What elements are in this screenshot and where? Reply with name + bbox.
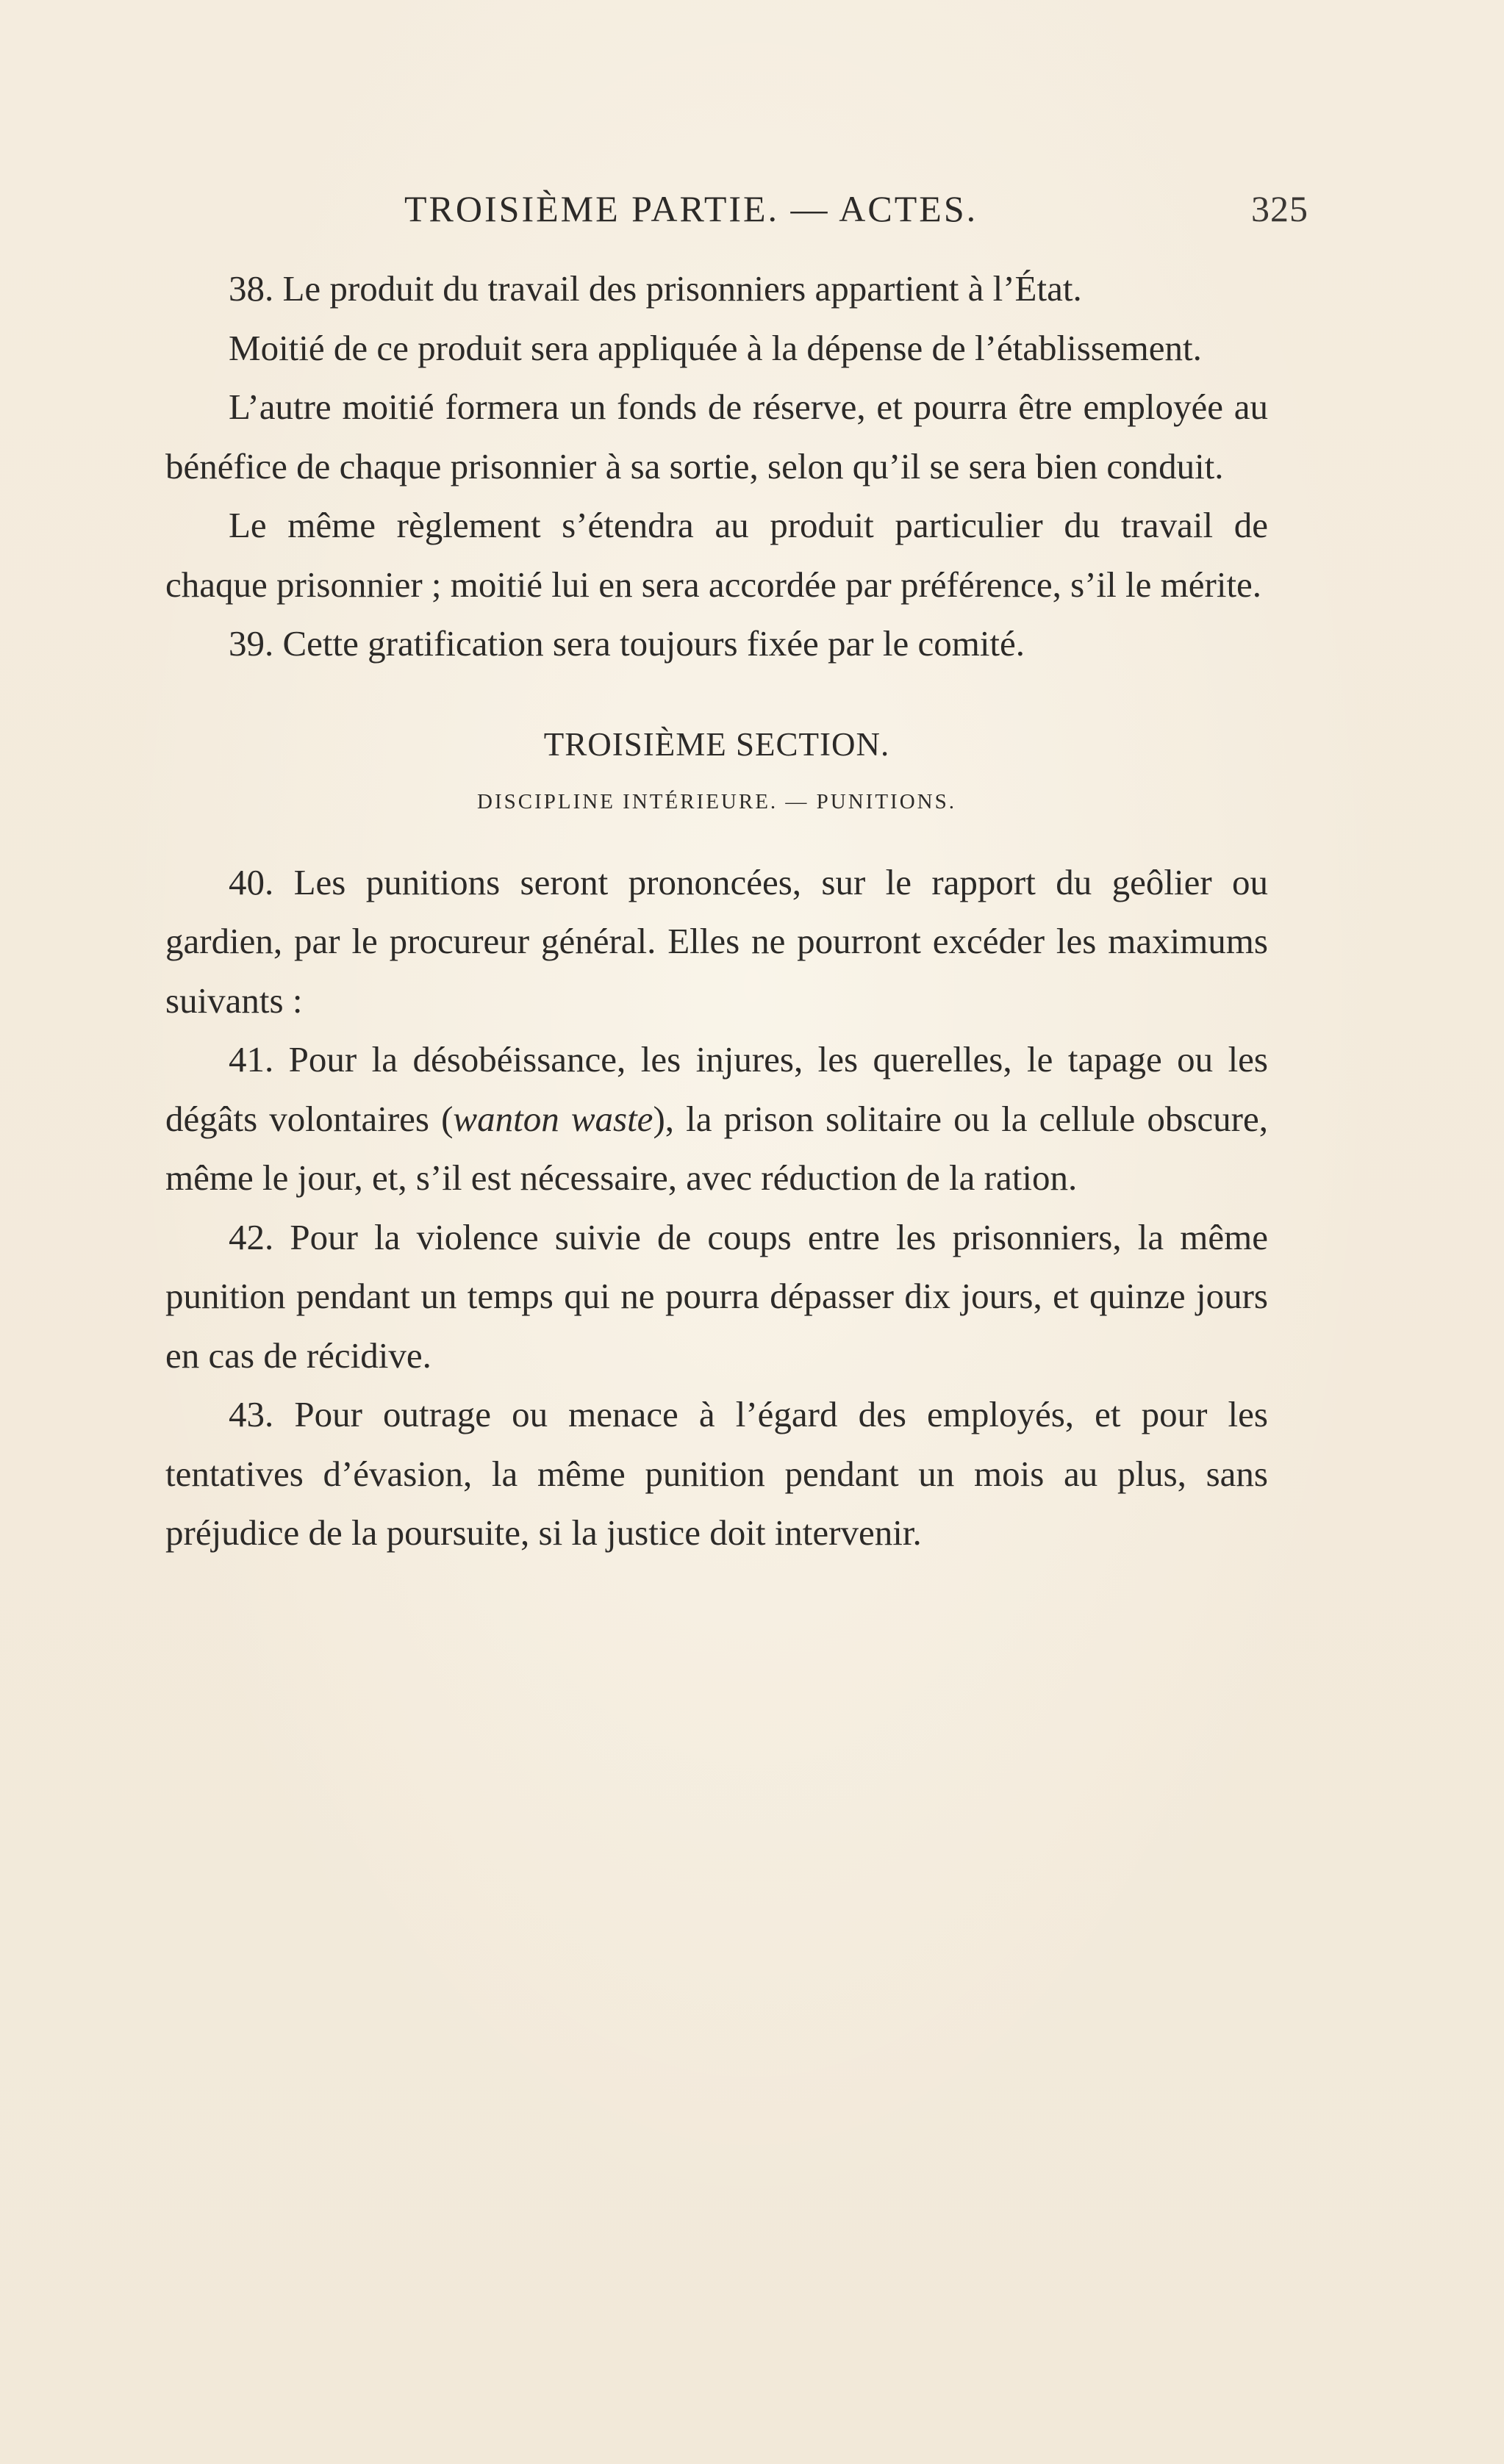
article-40-paragraph: [165, 853, 1268, 1031]
article-number: 38.: [229, 268, 274, 309]
italic-english-term: wanton waste: [453, 1098, 653, 1139]
page-number: 325: [1251, 188, 1308, 229]
section-title: TROISIÈME SECTION.: [543, 725, 890, 763]
paragraph-text: Moitié de ce produit sera appliquée à la dépense de l’établissement.: [229, 327, 1202, 368]
body-text: [165, 259, 1268, 1563]
article-38-paragraph: [165, 259, 1268, 319]
section-subtitle: DISCIPLINE INTÉRIEURE. — PUNITIONS.: [477, 789, 956, 813]
article-43-paragraph: [165, 1385, 1268, 1563]
article-number: 40.: [229, 861, 274, 902]
paragraph-text: Les punitions seront prononcées, sur le rapport du geôlier ou gardien, par le procureur général. Elles ne pourront excéder les maximums suivants :: [165, 861, 1268, 1021]
paragraph: [165, 496, 1268, 614]
article-number: 41.: [229, 1039, 274, 1080]
article-39-paragraph: [165, 614, 1268, 674]
article-42-paragraph: [165, 1208, 1268, 1386]
paragraph-text: Le produit du travail des prisonniers appartient à l’État.: [273, 268, 1082, 309]
article-number: 42.: [229, 1216, 274, 1257]
article-number: 39.: [229, 623, 274, 664]
paragraph-text: Cette gratification sera toujours fixée par le comité.: [273, 623, 1025, 664]
paragraph-text: ), la prison solitaire ou la cellule obscure, même le jour, et, s’il est nécessaire, avec réduction de la ration.: [165, 1098, 1268, 1198]
paragraph-text: Pour la violence suivie de coups entre les prisonniers, la même punition pendant un temps qui ne pourra dépasser dix jours, et quinze jours en cas de récidive.: [165, 1216, 1268, 1376]
paragraph-text: L’autre moitié formera un fonds de réserve, et pourra être employée au bénéfice de chaque prisonnier à sa sortie, selon qu’il se sera bien conduit.: [165, 387, 1268, 486]
running-head: [165, 187, 1308, 239]
paragraph-text: Pour outrage ou menace à l’égard des employés, et pour les tentatives d’évasion, la même punition pendant un mois au plus, sans préjudice de la poursuite, si la justice doit intervenir.: [165, 1394, 1268, 1553]
paragraph-text: Le même règlement s’étendra au produit particulier du travail de chaque prisonnier ; moitié lui en sera accordée par préférence, s’il le mérite.: [165, 505, 1268, 605]
paragraph: [165, 378, 1268, 496]
paragraph: [165, 319, 1268, 378]
running-title: TROISIÈME PARTIE. — ACTES.: [404, 188, 978, 229]
article-41-paragraph: [165, 1030, 1268, 1208]
paragraph-text: Pour la désobéissance, les injures, les querelles, le tapage ou les dégâts volontaires (: [165, 1039, 1268, 1139]
article-number: 43.: [229, 1394, 274, 1434]
